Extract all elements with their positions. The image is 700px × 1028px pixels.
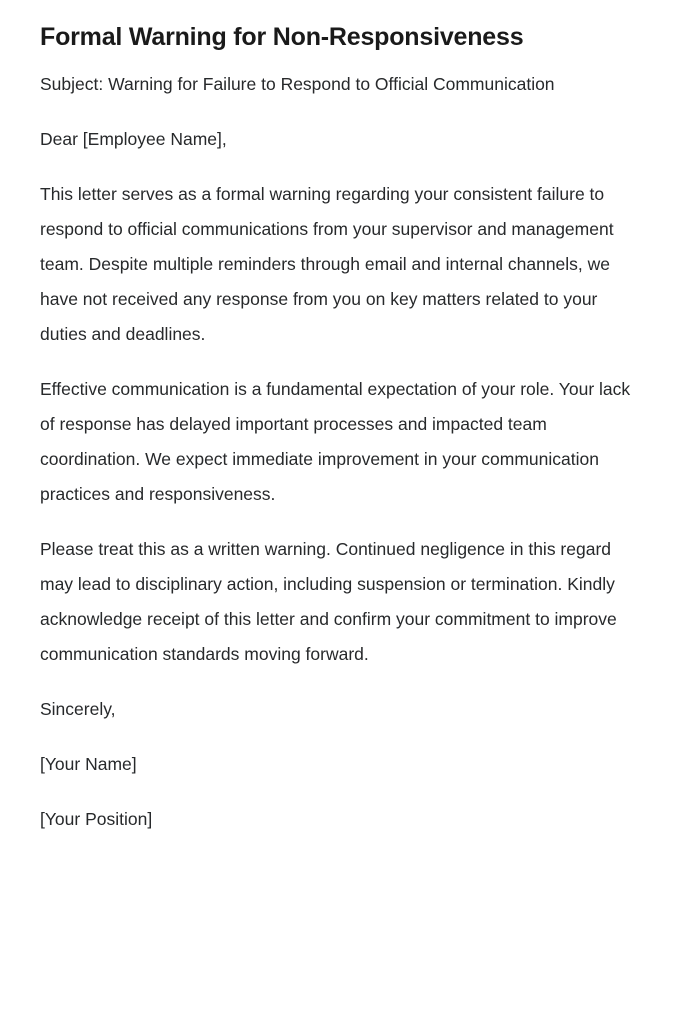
body-paragraph-1: This letter serves as a formal warning regarding your consistent failure to respond to official communications from your supervisor and management team. Despite multiple reminders through email and internal channels, we have not received any response from you on key matters related to your duties and deadlines. — [40, 184, 614, 345]
signature-name: [Your Name] — [40, 754, 137, 775]
body-paragraph-3: Please treat this as a written warning. Continued negligence in this regard may lead to disciplinary action, including suspension or termination. Kindly acknowledge receipt of this letter and confirm your commitment to improve communication standards moving forward. — [40, 539, 617, 665]
signature-position: [Your Position] — [40, 809, 153, 830]
subject-line: Subject: Warning for Failure to Respond to Official Communication — [40, 74, 555, 95]
letter-body — [40, 67, 640, 837]
page-title: Formal Warning for Non-Responsiveness — [40, 23, 524, 51]
body-paragraph-2: Effective communication is a fundamental expectation of your role. Your lack of response has delayed important processes and impacted team coordination. We expect immediate improvement in your communication practices and responsiveness. — [40, 379, 631, 505]
closing: Sincerely, — [40, 699, 116, 720]
salutation: Dear [Employee Name], — [40, 129, 227, 150]
